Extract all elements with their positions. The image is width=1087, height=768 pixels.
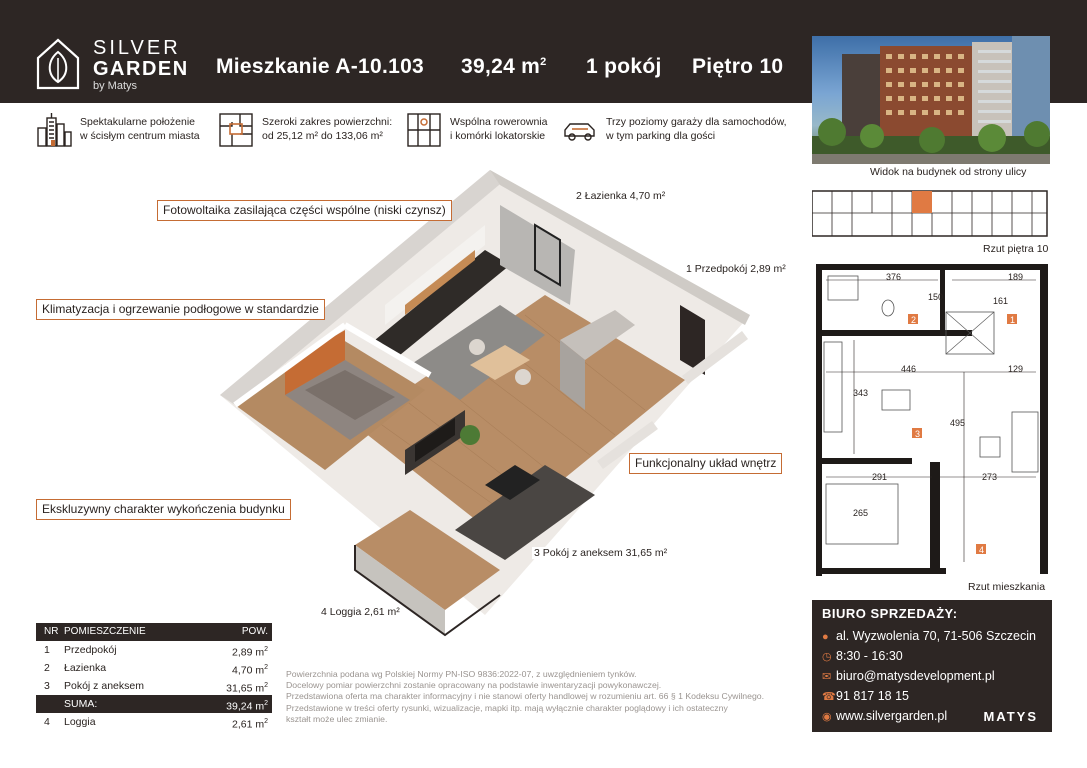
sales-website-text[interactable]: www.silvergarden.pl <box>836 709 948 723</box>
dim-150: 150 <box>928 292 944 302</box>
car-icon <box>562 112 598 148</box>
dim-273: 273 <box>982 472 998 482</box>
apartment-3d-render <box>215 165 755 645</box>
sales-hours <box>822 649 903 663</box>
row-area-sup: 2 <box>264 646 268 653</box>
sum-area-value: 39,24 m <box>226 700 265 713</box>
disclaimer-line: Przedstawione w treści oferty rysunki, wizualizacje, mapki itp. mają wyłącznie charakter poglądowy i ich ostateczny <box>286 702 728 713</box>
dim-495: 495 <box>950 418 966 428</box>
brand-line3: by Matys <box>93 80 138 92</box>
plan-room-1: 1 <box>1010 315 1016 325</box>
row-room: Przedpokój <box>64 644 117 656</box>
callout-exclusive-finish: Ekskluzywny charakter wykończenia budynku <box>36 499 291 520</box>
feature-parking-line2: w tym parking dla gości <box>606 130 716 142</box>
phone-icon: ☎ <box>822 691 836 703</box>
row-room: Łazienka <box>64 662 107 674</box>
header-room: POMIESZCZENIE <box>64 626 146 637</box>
callout-photovoltaics: Fotowoltaika zasilająca części wspólne (niski czynsz) <box>157 200 452 221</box>
disclaimer-line: kształt może ulec zmianie. <box>286 713 388 724</box>
table-sum-row <box>36 695 272 713</box>
row-room: Pokój z aneksem <box>64 680 144 692</box>
apartment-id: Mieszkanie A-10.103 <box>216 55 425 78</box>
building-photo <box>812 36 1050 164</box>
sales-title: BIURO SPRZEDAŻY: <box>822 606 958 621</box>
row-area-sup: 2 <box>264 718 268 725</box>
feature-parking-text <box>606 115 787 143</box>
row-area <box>232 713 268 734</box>
building-photo-caption: Widok na budynek od strony ulicy <box>870 166 1027 178</box>
area-sup: 2 <box>540 56 547 68</box>
sales-phone[interactable] <box>822 689 909 703</box>
silver-garden-logo-icon <box>36 38 80 90</box>
label-living-room: 3 Pokój z aneksem 31,65 m² <box>534 547 668 559</box>
sales-email[interactable] <box>822 669 995 683</box>
storage-icon <box>406 112 442 148</box>
label-bathroom: 2 Łazienka 4,70 m² <box>576 190 666 202</box>
disclaimer-line: Powierzchnia podana wg Polskiej Normy PN-ISO 9836:2022-07, z uwzględnieniem tynków. <box>286 669 637 679</box>
disclaimer-line: Docelowy pomiar powierzchni zostanie opracowany na podstawie inwentaryzacji powykonawczej. <box>286 680 662 691</box>
sales-phone-text[interactable]: 91 817 18 15 <box>836 689 909 703</box>
sales-office-box <box>812 600 1052 732</box>
area-value: 39,24 m <box>461 55 541 78</box>
row-area-value: 2,89 m <box>231 646 265 659</box>
envelope-icon: ✉ <box>822 671 832 683</box>
plan-room-4: 4 <box>979 545 985 555</box>
sales-email-text[interactable]: biuro@matysdevelopment.pl <box>836 669 995 683</box>
sales-address-text: al. Wyzwolenia 70, 71-506 Szczecin <box>836 629 1036 643</box>
sales-hours-text: 8:30 - 16:30 <box>836 649 903 663</box>
dim-189: 189 <box>1008 272 1024 282</box>
feature-parking-line1: Trzy poziomy garaży dla samochodów, <box>606 116 787 128</box>
row-area-value: 31,65 m <box>226 682 265 695</box>
row-nr: 3 <box>44 680 50 692</box>
table-row <box>36 713 272 731</box>
dim-343: 343 <box>853 388 869 398</box>
table-row <box>36 677 272 695</box>
brand-line2: GARDEN <box>93 58 189 80</box>
globe-icon: ◉ <box>822 711 832 723</box>
disclaimer <box>286 669 786 725</box>
city-icon <box>36 112 72 148</box>
feature-area-line1: Szeroki zakres powierzchni: <box>262 116 393 128</box>
sum-area-sup: 2 <box>264 700 268 707</box>
sales-website[interactable] <box>822 709 947 723</box>
feature-parking <box>562 112 802 150</box>
row-area-value: 2,61 m <box>231 718 265 731</box>
row-nr: 2 <box>44 662 50 674</box>
floor-plan-caption: Rzut piętra 10 <box>983 243 1049 255</box>
feature-area-range-text <box>262 115 392 143</box>
table-row <box>36 641 272 659</box>
feature-location-text <box>80 115 200 143</box>
dim-161: 161 <box>993 296 1009 306</box>
row-area-value: 4,70 m <box>231 664 265 677</box>
feature-storage <box>406 112 566 150</box>
label-loggia: 4 Loggia 2,61 m² <box>321 606 400 618</box>
table-header <box>36 623 272 641</box>
brand-wordmark <box>93 38 189 92</box>
feature-location-line2: w ścisłym centrum miasta <box>80 130 200 142</box>
feature-area-range <box>218 112 398 150</box>
dim-446: 446 <box>901 364 917 374</box>
floorplan-icon <box>218 112 254 148</box>
sales-address <box>822 629 1036 643</box>
disclaimer-line: Przedstawiona oferta ma charakter informacyjny i nie stanowi oferty handlowej w rozumieniu art. 66 § 1 Kodeksu Cywilnego. <box>286 691 765 702</box>
apartment-plan <box>812 262 1052 580</box>
floor-plan <box>812 186 1052 241</box>
row-nr: 4 <box>44 716 50 728</box>
feature-storage-text <box>450 115 547 143</box>
callout-air-conditioning: Klimatyzacja i ogrzewanie podłogowe w standardzie <box>36 299 325 320</box>
feature-location-line1: Spektakularne położenie <box>80 116 195 128</box>
plan-room-2: 2 <box>911 315 917 325</box>
dim-129: 129 <box>1008 364 1024 374</box>
dim-291: 291 <box>872 472 888 482</box>
plan-room-3: 3 <box>915 429 921 439</box>
row-area-sup: 2 <box>264 682 268 689</box>
apartment-area <box>461 55 547 79</box>
row-room: Loggia <box>64 716 96 728</box>
location-pin-icon: ● <box>822 631 829 643</box>
floor-number: Piętro 10 <box>692 55 784 78</box>
dim-376: 376 <box>886 272 902 282</box>
header-area: POW. <box>241 626 268 637</box>
sum-label: SUMA: <box>64 698 98 710</box>
row-area-sup: 2 <box>264 664 268 671</box>
header-nr: NR <box>44 626 59 637</box>
clock-icon: ◷ <box>822 651 832 663</box>
feature-location <box>36 112 216 150</box>
feature-area-line2: od 25,12 m² do 133,06 m² <box>262 130 383 142</box>
dim-265: 265 <box>853 508 869 518</box>
matys-logo: MATYS <box>983 709 1038 724</box>
label-hallway: 1 Przedpokój 2,89 m² <box>686 263 786 275</box>
rooms-table <box>36 623 272 731</box>
feature-storage-line2: i komórki lokatorskie <box>450 130 546 142</box>
room-count: 1 pokój <box>586 55 662 78</box>
row-nr: 1 <box>44 644 50 656</box>
callout-functional-layout: Funkcjonalny układ wnętrz <box>629 453 782 474</box>
feature-storage-line1: Wspólna rowerownia <box>450 116 548 128</box>
table-row <box>36 659 272 677</box>
apartment-plan-caption: Rzut mieszkania <box>968 581 1046 593</box>
brand-line1: SILVER <box>93 37 181 59</box>
